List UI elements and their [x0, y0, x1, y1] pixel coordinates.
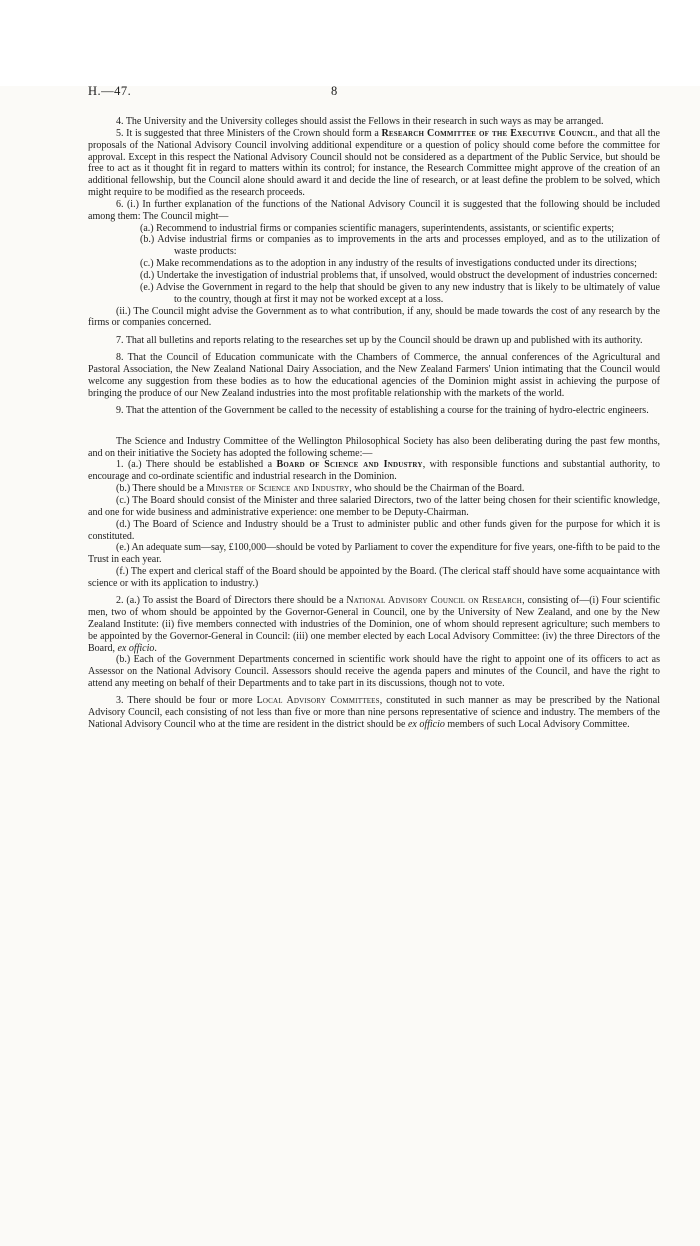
- scheme-1f: (f.) The expert and clerical staff of the Board should be appointed by the Board. (The clerical staff should have some acquaintance with science or with its application to industry.): [88, 566, 660, 589]
- scheme-1c: (c.) The Board should consist of the Minister and three salaried Directors, two of the latter being chosen for their scientific knowledge, and one for wide business and administrative experience: one member to be Deputy-Chairman.: [88, 494, 660, 518]
- scheme-2a-text: 2. (a.) To assist the Board of Directors there should be a: [116, 595, 347, 607]
- paragraph-5-continuation: , and that all the proposals of the National Advisory Council involving additional expenditure or a question of policy should come before the committee for approval. Except in this respect the National Advisory Council should not be considered as a department of the Public Service, but should be free to act as it thought fit in regard to matters within its control; for instance, the Research Committee might approve of the creation of an additional fellowship, but the Council alone should award it and decide the line of research, or at least define the problem to be solved, which might require to be modified as the research proceeds.: [88, 127, 660, 199]
- document-reference: H.—47.: [88, 84, 132, 98]
- paragraph-6-intro: 6. (i.) In further explanation of the functions of the National Advisory Council it is suggested that the following should be included among them: The Council might—: [88, 198, 660, 222]
- scheme-2b: (b.) Each of the Government Departments concerned in scientific work should have the right to appoint one of its officers to act as Assessor on the National Advisory Council. Assessors should receive the agenda papers and minutes of the Council, and have the right to attend any meeting on behalf of their Departments and to take part in its discussions, though not to vote.: [88, 654, 660, 690]
- scheme-2a-end: .: [154, 642, 157, 654]
- ex-officio-text: ex officio: [117, 642, 155, 654]
- minister-term: Minister of Science and Industry: [206, 483, 350, 495]
- function-item-c: [88, 258, 660, 270]
- item-label: (c.): [140, 258, 154, 270]
- item-text: Advise industrial firms or companies as to improvements in the arts and processes employed, and as to the utilization of waste products:: [157, 234, 660, 258]
- scheme-3-continuation: , constituted in such manner as may be prescribed by the National Advisory Council, each consisting of not less than five or more than nine persons representative of science and industry. The members of the National Advisory Council who at the time are resident in the district should be: [88, 695, 660, 731]
- national-advisory-council-term: National Advisory Council on Research: [346, 595, 523, 607]
- research-committee-term: Research Committee of the Executive Council: [381, 127, 596, 139]
- paragraph-4: 4. The University and the University colleges should assist the Fellows in their research in such ways as may be arranged.: [116, 116, 604, 127]
- scheme-1e: (e.) An adequate sum—say, £100,000—should be voted by Parliament to cover the expenditure for five years, one-fifth to be paid to the Trust in each year.: [88, 542, 660, 566]
- item-text: Make recommendations as to the adoption in any industry of the results of investigations conducted under its directions;: [156, 258, 637, 270]
- item-label: (b.): [140, 234, 155, 246]
- item-text: Advise the Government in regard to the help that should be given to any new industry that is likely to be ultimately of value to the country, though at first it may not be worked except at a loss.: [155, 281, 660, 305]
- scheme-1b: [88, 483, 660, 495]
- item-label: (e.): [140, 281, 154, 293]
- page-header: [88, 86, 660, 106]
- scheme-1a-text: 1. (a.) There should be established a: [116, 459, 277, 471]
- local-advisory-committees-term: Local Advisory Committees: [256, 695, 380, 707]
- function-item-d: [88, 270, 660, 282]
- item-text: Recommend to industrial firms or companies scientific managers, superintendents, assistants, or scientific experts;: [156, 222, 615, 234]
- item-label: (a.): [140, 222, 154, 234]
- scheme-3-end: members of such Local Advisory Committee.: [444, 719, 630, 731]
- function-item-b: [88, 234, 660, 258]
- scheme-1d: (d.) The Board of Science and Industry should be a Trust to administer public and other funds given for the purpose for which it is constituted.: [88, 518, 660, 542]
- scheme-1a-continuation: , with responsible functions and substantial authority, to encourage and co-ordinate scientific and industrial research in the Dominion.: [88, 459, 660, 483]
- scheme-1b-continuation: , who should be the Chairman of the Board.: [349, 483, 525, 495]
- function-item-e: [88, 282, 660, 306]
- scheme-1a: [88, 459, 660, 483]
- scheme-3-text: 3. There should be four or more: [116, 695, 257, 707]
- paragraph-5: [88, 128, 660, 199]
- paragraph-9: 9. That the attention of the Government be called to the necessity of establishing a course for the training of hydro-electric engineers.: [116, 404, 649, 416]
- board-term: Board of Science and Industry: [276, 459, 423, 471]
- scheme-3: [88, 695, 660, 731]
- page-number: 8: [331, 84, 338, 98]
- item-label: (d.): [140, 269, 155, 281]
- item-text: Undertake the investigation of industrial problems that, if unsolved, would obstruct the development of industries concerned:: [156, 269, 658, 281]
- paragraph-6-ii: (ii.) The Council might advise the Government as to what contribution, if any, should be made towards the cost of any research by the firms or companies concerned.: [88, 305, 660, 329]
- paragraph-7: 7. That all bulletins and reports relating to the researches set up by the Council should be drawn up and published with its authority.: [116, 334, 643, 346]
- scheme-2a-continuation: , consisting of—(i) Four scientific men, two of whom should be appointed by the Governor-General in Council, one by the University of New Zealand, and one by the New Zealand Institute: (ii) five members connected with industries of the Dominion, one of whom should represent agriculture; such members to be appointed by the Governor-General in Council: (iii) one member elected by each Local Advisory Committee: (iv) the three Directors of the Board,: [88, 595, 660, 654]
- scheme-intro: The Science and Industry Committee of the Wellington Philosophical Society has also been deliberating during the past few months, and on their initiative the Society has adopted the following scheme:—: [88, 435, 660, 459]
- function-item-a: [88, 223, 660, 235]
- document-page: [0, 86, 700, 1246]
- section-spacer: [88, 417, 660, 436]
- paragraph-8: 8. That the Council of Education communicate with the Chambers of Commerce, the annual conferences of the Agricultural and Pastoral Association, the New Zealand National Dairy Association, and the New Zealand Farmers' Union intimating that the Council would welcome any suggestion from these bodies as to how the educational agencies of the Dominion might assist in achieving the purpose of bringing the produce of our New Zealand industries into the most profitable relationship with the markets of the world.: [88, 352, 660, 399]
- scheme-1b-text: (b.) There should be a: [116, 483, 207, 495]
- ex-officio-text: ex officio: [407, 719, 445, 731]
- scheme-2a: [88, 595, 660, 654]
- paragraph-5-text: 5. It is suggested that three Ministers of the Crown should form a: [116, 127, 382, 139]
